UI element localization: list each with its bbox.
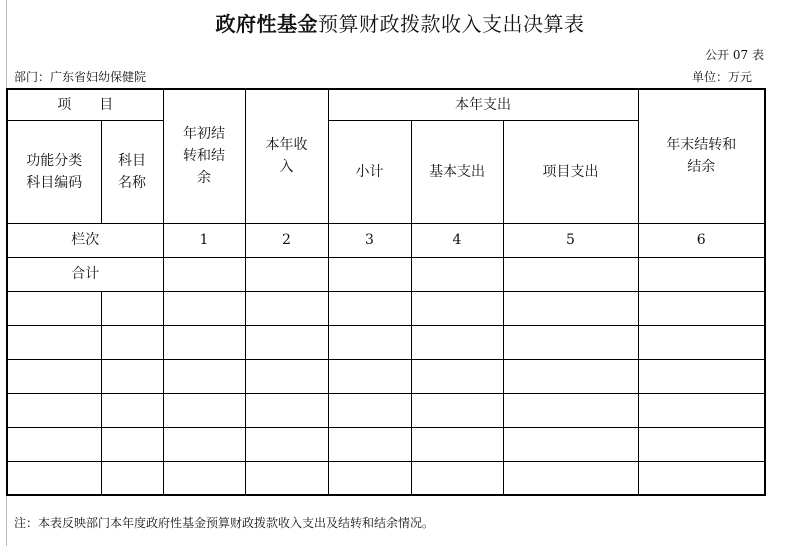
table-cell <box>163 257 245 291</box>
table-cell <box>7 291 101 325</box>
table-cell <box>163 359 245 393</box>
current-year-expense-header: 本年支出 <box>455 96 511 113</box>
table-cell <box>503 291 638 325</box>
table-row <box>7 325 765 359</box>
table-cell <box>7 325 101 359</box>
table-cell <box>245 325 328 359</box>
col-number-cell <box>411 223 503 257</box>
budget-table <box>6 88 766 496</box>
col-number: 3 <box>365 232 374 248</box>
table-cell <box>638 291 765 325</box>
table-cell <box>163 427 245 461</box>
table-cell <box>503 257 638 291</box>
function-code-line2: 科目编码 <box>26 174 83 191</box>
table-row <box>7 461 765 495</box>
table-cell <box>503 359 638 393</box>
table-cell <box>101 461 163 495</box>
report-title <box>0 8 800 37</box>
carry-in-header-cell <box>163 89 245 223</box>
table-cell <box>101 359 163 393</box>
table-cell <box>328 427 411 461</box>
table-cell <box>503 461 638 495</box>
item-header: 项 目 <box>57 96 114 113</box>
table-cell <box>7 359 101 393</box>
table-cell <box>411 325 503 359</box>
table-row <box>7 359 765 393</box>
table-cell <box>638 461 765 495</box>
carry-out-header-cell <box>638 89 765 223</box>
col-number: 2 <box>282 232 291 248</box>
subtotal-header-cell <box>328 120 411 223</box>
table-cell <box>638 427 765 461</box>
carry-in-line2: 转和结 <box>183 148 225 165</box>
table-row <box>7 291 765 325</box>
table-cell <box>163 393 245 427</box>
table-cell <box>328 359 411 393</box>
income-line1: 本年收 <box>265 137 308 154</box>
table-cell <box>638 359 765 393</box>
table-row <box>7 393 765 427</box>
table-cell <box>411 359 503 393</box>
carry-in-line1: 年初结 <box>183 126 225 143</box>
col-number-cell <box>328 223 411 257</box>
table-cell <box>328 393 411 427</box>
col-number: 5 <box>566 232 575 248</box>
table-cell <box>245 257 328 291</box>
table-cell <box>503 427 638 461</box>
table-cell <box>245 291 328 325</box>
income-line2: 入 <box>279 159 294 176</box>
col-number-cell <box>503 223 638 257</box>
col-number: 6 <box>696 232 706 248</box>
col-number: 1 <box>199 232 209 248</box>
table-cell <box>245 461 328 495</box>
table-cell <box>245 359 328 393</box>
table-cell <box>411 291 503 325</box>
basic-expense-header: 基本支出 <box>429 163 485 180</box>
title-bold-part: 政府性基金 <box>215 12 318 36</box>
total-label-cell <box>7 257 163 291</box>
table-cell <box>328 257 411 291</box>
col-number: 4 <box>452 232 462 248</box>
unit-label: 单位：万元 <box>691 70 752 84</box>
subject-name-line1: 科目 <box>118 152 146 169</box>
col-number-cell <box>245 223 328 257</box>
project-expense-header-cell <box>503 120 638 223</box>
subtotal-header: 小计 <box>355 163 384 180</box>
table-cell <box>245 393 328 427</box>
current-year-expense-header-cell <box>328 89 638 120</box>
row-index-label-cell <box>7 223 163 257</box>
table-cell <box>163 291 245 325</box>
income-header-cell <box>245 89 328 223</box>
table-cell <box>101 291 163 325</box>
table-cell <box>328 291 411 325</box>
table-cell <box>7 461 101 495</box>
table-cell <box>101 325 163 359</box>
table-cell <box>7 427 101 461</box>
table-cell <box>411 427 503 461</box>
col-number-cell <box>163 223 245 257</box>
table-cell <box>163 461 245 495</box>
table-cell <box>101 427 163 461</box>
table-cell <box>638 393 765 427</box>
table-cell <box>163 325 245 359</box>
carry-out-line1: 年末结转和 <box>666 137 737 154</box>
total-label: 合计 <box>71 266 100 282</box>
carry-out-line2: 结余 <box>687 159 716 176</box>
function-code-header-cell <box>7 120 101 223</box>
table-cell <box>638 325 765 359</box>
footnote: 注：本表反映部门本年度政府性基金预算财政拨款收入支出及结转和结余情况。 <box>14 516 435 530</box>
project-expense-header: 项目支出 <box>542 163 599 180</box>
table-cell <box>503 325 638 359</box>
title-rest: 预算财政拨款收入支出决算表 <box>318 12 585 36</box>
table-cell <box>503 393 638 427</box>
table-cell <box>245 427 328 461</box>
table-cell <box>411 461 503 495</box>
department-label: 部门：广东省妇幼保健院 <box>14 70 147 84</box>
table-cell <box>101 393 163 427</box>
subject-name-line2: 名称 <box>118 174 146 191</box>
item-header-cell <box>7 89 163 120</box>
table-cell <box>411 257 503 291</box>
table-cell <box>411 393 503 427</box>
table-cell <box>638 257 765 291</box>
subject-name-header-cell <box>101 120 163 223</box>
table-cell <box>328 325 411 359</box>
row-index-label: 栏次 <box>71 232 100 248</box>
carry-in-line3: 余 <box>197 170 211 187</box>
basic-expense-header-cell <box>411 120 503 223</box>
table-row <box>7 427 765 461</box>
function-code-line1: 功能分类 <box>26 152 83 169</box>
report-code: 公开 07 表 <box>705 48 764 62</box>
table-cell <box>328 461 411 495</box>
col-number-cell <box>638 223 765 257</box>
table-cell <box>7 393 101 427</box>
